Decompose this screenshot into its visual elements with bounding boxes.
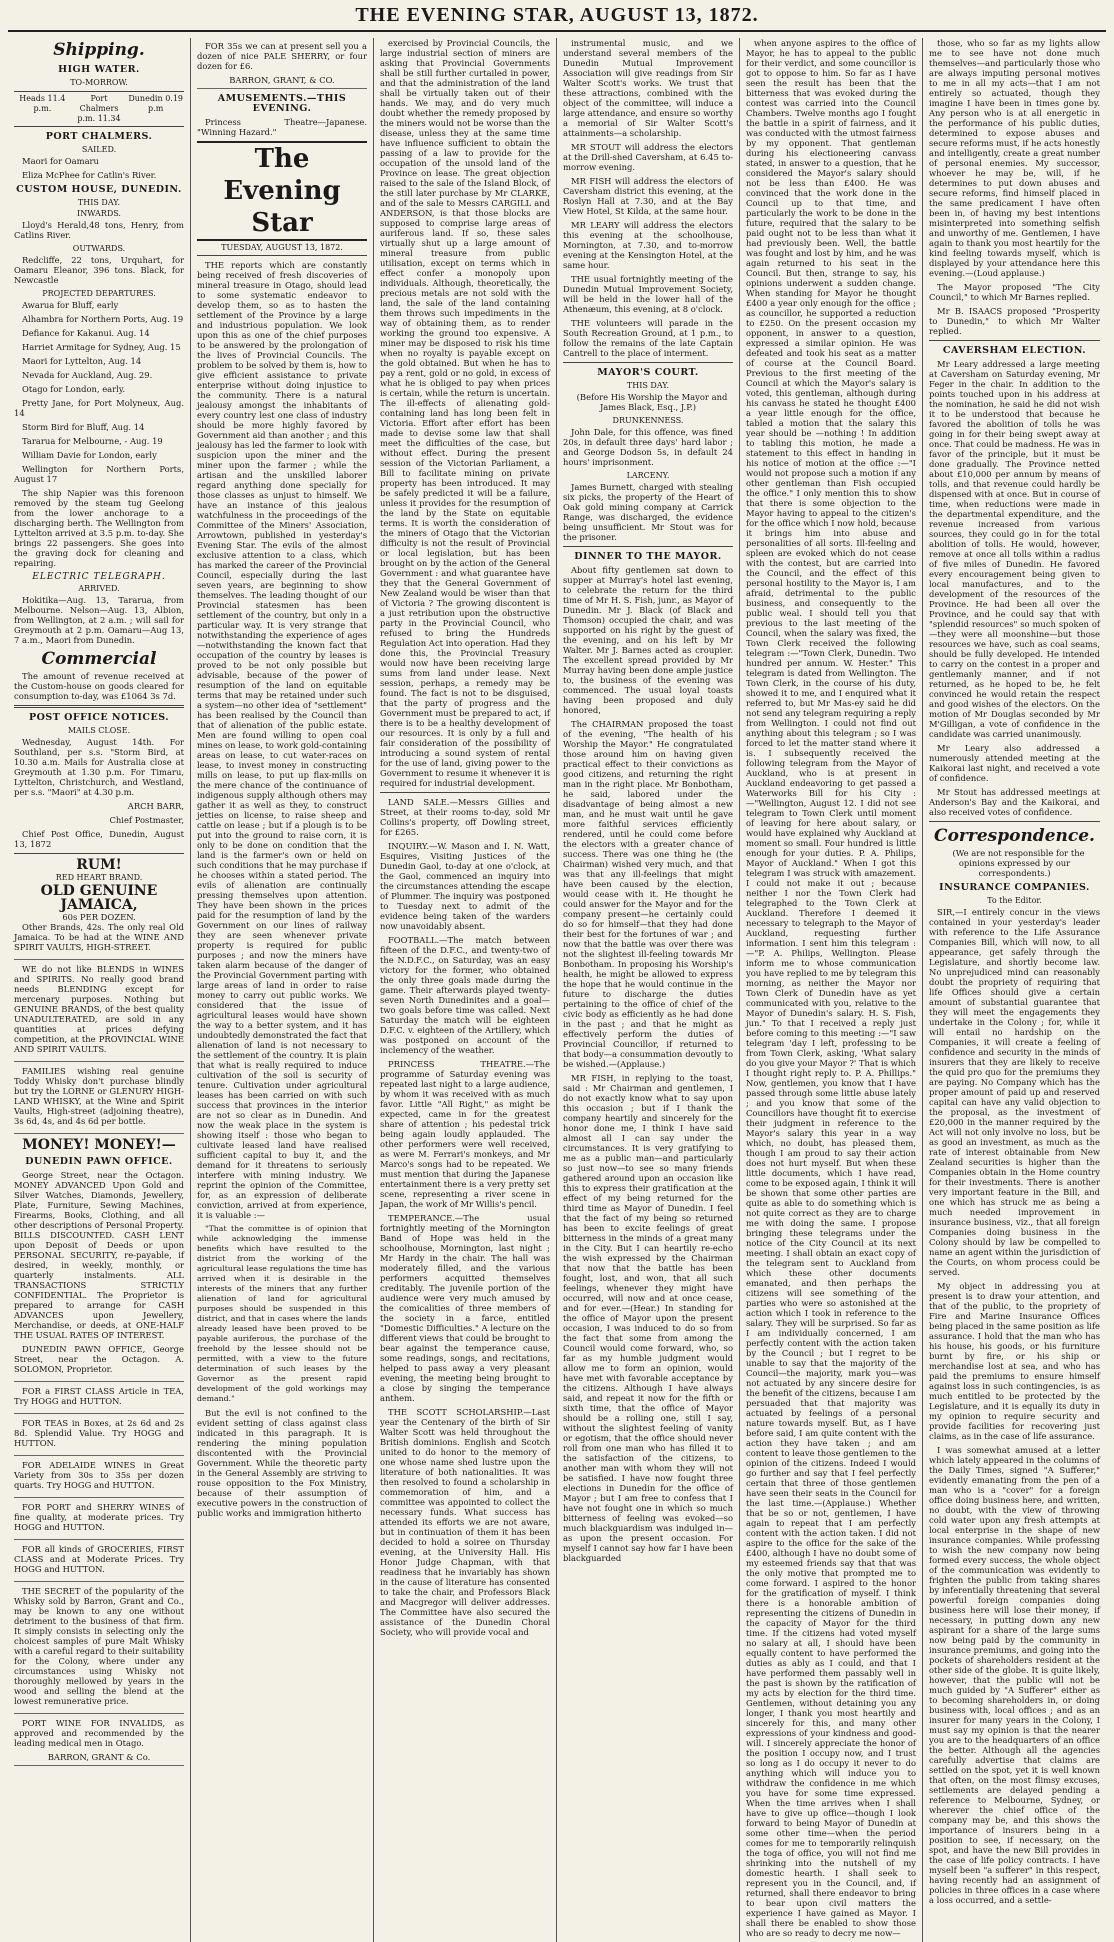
mails-close-label: MAILS CLOSE. (67, 726, 131, 735)
drunkenness-text: John Dale, for this offence, was fined 20s, in default three days' hard labor ; and George Dodson 5s, in default 24 hours' imprisonment. (563, 427, 733, 467)
postmaster-title: Chief Postmaster, (109, 815, 184, 825)
projected-item: Otago for London, early. (22, 384, 126, 394)
drunkenness-label: DRUNKENNESS. (612, 416, 684, 425)
port-wine-sign: BARRON, GRANT & Co. (47, 1752, 151, 1762)
electric-telegraph-heading: ELECTRIC TELEGRAPH. (32, 572, 166, 582)
dinner-paragraph: Mr B. ISAACS proposed "Prosperity to Dunedin," to which Mr Walter replied. (929, 306, 1100, 336)
court-before: (Before His Worship the Mayor and James Black, Esq., J.P.) (576, 392, 728, 412)
sherry-sign: BARRON, GRANT, & CO. (229, 75, 335, 85)
tomorrow-label: TO-MORROW. (70, 78, 128, 87)
column-4 (557, 38, 740, 1942)
tide-heads: Heads 11.4 p.m. (19, 94, 66, 113)
larceny-label: LARCENY. (626, 471, 670, 480)
projected-item: Alhambra for Northern Ports, Aug. 19 (22, 314, 184, 324)
caversham-heading: CAVERSHAM ELECTION. (942, 345, 1087, 356)
leader-paragraph: But the evil is not confined to the evident setting of class against class indicated in this paragraph. It is rendering the mining population discontented with the Provincial Government. While the theoretic party in the General Assembly are striving to rouse opposition to the Fox Ministry, because of their assumption of executive powers in the construction of public works and immigration hitherto (197, 1408, 367, 1518)
tea-ad-text: FOR ADELAIDE WINES in Great Variety from 30s to 35s per dozen quarts. Try HOGG and HUTTON. (14, 1460, 184, 1490)
divider (563, 546, 733, 547)
tea-ad-text: FOR a FIRST CLASS Article in TEA, Try HOGG and HUTTON. (14, 1386, 184, 1406)
post-office-heading: POST OFFICE NOTICES. (28, 712, 170, 723)
outwards-text: Redcliffe, 22 tons, Urquhart, for Oamaru Eleanor, 396 tons. Black, for Newcastle (14, 255, 184, 285)
tide-table (14, 91, 184, 127)
port-chalmers-heading: PORT CHALMERS. (45, 131, 153, 142)
arrived-label: ARRIVED. (78, 584, 120, 593)
column-5 (740, 38, 923, 1942)
napier-text: The ship Napier was this forenoon removed by the steam tug Geelong from the lower anchorage to a discharging berth. The Wellington from Lyttelton arrived at 3.5 p.m. to-day. She brings 22 passengers. She goes into the graving dock for cleaning and repairing. (14, 488, 184, 568)
secret-text: THE SECRET of the popularity of the Whisky sold by Barron, Grant and Co., may be known to any one without detriment to the business of that firm. It simply consists in selecting only the choicest samples of pure Malt Whisky with a careful regard to their suitability for the Colony, where under any circumstances using Whisky not thoroughly mellowed by years in the wood and selling the blend at the lowest remunerative price. (14, 1586, 184, 1706)
port-wine-text: PORT WINE FOR INVALIDS, as approved and recommended by the leading medical men in Otago. (14, 1718, 184, 1748)
article-paragraph: PRINCESS THEATRE.—The programme of Saturday evening was repeated last night to a large audience, by whom it was received with as much favor. Little "All Right," as might be expected, came in for the greatest share of attention ; his pedestal trick being again loudly applauded. The other performers were well received, as were M. Ferrari's monkeys, and Mr Marco's songs had to be repeated. We must mention that during the Japanese entertainment there is a very pretty set scene, representing a river scene in Japan, the work of Mr Willis's pencil. (380, 1059, 550, 1209)
arrived-text: Hokitika—Aug. 13, Tararua, from Melbourne. Nelson—Aug. 13, Albion, from Wellington, at 2 a.m. ; will sail for Greymouth at 2 p.m. Oamaru—Aug 13, 7 a.m., Maori from Dunedin. (14, 595, 184, 645)
article-paragraph: THE volunteers will parade in the South Recreation Ground, at 1 p.m., to follow the remains of the late Captain Cantrell to the place of interment. (563, 318, 733, 358)
inwards-label: INWARDS. (77, 209, 121, 218)
pawn-text: George Street, near the Octagon. MONEY ADVANCED Upon Gold and Silver Watches, Diamonds, Jewellery, Plate, Furniture, Sewing Machines, Firearms, Books, Clothing, and all other descriptions of Personal Property. BILLS DISCOUNTED. CASH LENT upon Deposit of Deeds or upon PERSONAL SECURITY, re-payable, if desired, in weekly, monthly, or quarterly instalments. ALL TRANSACTIONS STRICTLY CONFIDENTIAL. The Proprietor is prepared to arrange for CASH ADVANCES upon Jewellery, Merchandise, or deeds, at ONE-HALF THE USUAL RATES OF INTEREST. (14, 1170, 184, 1340)
tea-ad-text: FOR TEAS in Boxes, at 2s 6d and 2s 8d. Splendid Value. Try HOGG and HUTTON. (14, 1418, 184, 1448)
sailed-item: Maori for Oamaru (22, 156, 99, 166)
tea-ad (14, 1386, 184, 1414)
projected-item: Defiance for Kakanui. Aug. 14 (22, 328, 150, 338)
masthead-logo: The Evening Star (197, 141, 367, 241)
sailed-item: Eliza McPhee for Catlin's River. (22, 170, 157, 180)
article-paragraph: MR STOUT will address the electors at the Drill-shed Caversham, at 6.45 to-morrow evening. (563, 142, 733, 172)
projected-item: Nevada for Auckland, Aug. 29. (22, 370, 153, 380)
jamaica-text: Other Brands, 42s. The only real Old Jamaica. To be had at the WINE AND SPIRIT VAULTS, HIGH-STREET. (14, 922, 184, 952)
article-paragraph: TEMPERANCE.—The usual fortnightly meeting of the Mornington Band of Hope was held in the schoolhouse, Mornington, last night ; Mr Hardy in the chair. The hall was moderately filled, and the various performers acquitted themselves creditably. The juvenile portion of the audience were very much amused by the comicalities of three members of the society in a farce, entitled "Domestic Difficulties." A lecture on the different views that could be brought to bear against the temperance cause, some readings, songs, and recitations, helped to pass away a very pleasant evening, the meeting being brought to a close by singing the temperance anthem. (380, 1213, 550, 1403)
dinner-paragraph: when anyone aspires to the office of Mayor, he has to appeal to the public for their verdict, and some councillor is got to oppose to him. So far as I have seen the result has been that the bitterness that was evoked during the contest was carried into the Council Chambers. Twelve months ago I fought the battle in a spirit of fairness, and it was conducted with the utmost fairness by my opponent. That gentleman during his electioneering canvass stated, in answer to a question, that he considered the Mayor's salary should not be less than £400. He was convinced that the work done in the Council up to that time, and particularly the work to be done in the future, required that the salary to be paid ought not to be less than what it had previously been. Well, the battle was fought and lost by him, and he was again returned to his seat in the Council. But then, strange to say, his opinions underwent a sudden change. When standing for Mayor he thought £400 a year only enough for the office ; as councillor, he supported a reduction to £250. On the present occasion my opponent, in answer to a question, expressed a similar opinion. He was defeated and took his seat as a matter of course at the Council Board. Previous to the first meeting of the Council at which the Mayor's salary is voted, this gentleman, although during his canvass he stated he thought £400 a year little enough for the office, tabled a motion that the salary this year should be —nothing ! In addition to tabling this motion, he made a statement to this effect in handing in his notice of motion at the office :—"I would not propose such a motion if any other gentleman than Fish occupied the office." I only mention this to show that there is some objection to the Mayor having to appeal to the citizen's for the office which I now hold, because it brings him into abuse and personalities of all sorts. Ill-feeling and spleen are evoked which do not cease with the contest, but are carried into the Council, and the effect of this personal hostility to the Mayor is, I am afraid, detrimental to the public business, and consequently to the public weal. I should tell you that previous to the last meeting of the Council, when the salary was fixed, the Town Clerk received the following telegram :—"Town Clerk, Dunedin. Two hundred per annum. W. Hester." This telegram is dated from Wellington. The Town Clerk, in the course of his duty, showed it to me, and I enquired what it referred to, but Mr Mas-ey said he did not send any telegram requiring a reply from Wellington. I could not find out anything about this telegram ; so I was forced to let the matter stand where it is. I subsequently received the following telegram from the Mayor of Auckland, who is at present in Auckland endeavoring to get passed a Waterworks Bill for his City :—"Wellington, August 12. I did not see telegram to Town Clerk until moment of leaving for here about salary, or would have explained why Auckland at moment so small. Four hundred is little enough for your duties. P. A. Philips, Mayor of Auckland." When I got this telegram I was struck with amazement. I could not make it out ; because neither I nor the Town Clerk had telegraphed to the Town Clerk at Auckland. Therefore I deemed it necessary to telegraph to the Mayor of Auckland, requesting further information. I sent him this telegram :—"P. A. Philips, Wellington. Please inform me to whose communication you have replied to me by telegram this morning, as neither the Mayor nor Town Clerk of Dunedin have as yet communicated with you, relative to the Mayor of Dunedin's salary. H. S. Fish, jun." To that I received a reply just before coming to this meeting :—"I saw telegram 'day I left, professing to be from Town Clerk, asking, 'What salary do you give your Mayor ?' That is which I thought right reply to. P. A. Phillips." Now, gentlemen, you know that I have passed through some little abuse lately ; and you know that some of the Councillors have thought fit to exercise their judgment in reference to the Mayor's salary this year in a way which, no doubt, has pleased them, though I am proud to say their action does not hurt myself. But when these little documents, which I have read, come to be exposed again, I think it will be shown that some other parties are quite as able to do something which is not quite correct as they are to charge me with doing the same. I propose bringing these telegrams under the notice of the City Council at its next meeting. I shall obtain an exact copy of the telegram sent to Auckland from which these other documents emanated, and then perhaps the citizens will see something of the parties who were so astonished at the action which I took in reference to the salary. They will be surprised. So far as I am individually concerned, I am perfectly content with the action taken by the Council ; but I regret to be unable to say that the majority of the Council—the majority, mark you—was not actuated by any sincere desire for the benefit of the citizens, because I am persuaded that that majority was actuated by feelings of a personal nature towards myself. But, as I have before said, I am quite content with the action they have taken ; and am content to leave those gentlemen to the opinion of the citizens. Indeed I would go further and say that I feel perfectly certain that three of those gentlemen have seen their seats in the Council for the last time.—(Applause.) Whether that be so or not, gentlemen, I have again to repeat that I am perfectly content with the action taken. I did not aspire to the office for the sake of the £400, although I have no doubt some of my esteemed friends say that that was the only motive that prompted me to come forward. I aspired to the honor for the gratification of myself. I think there is a honorable ambition of representing the citizens of Dunedin in the capacity of Mayor for the third time. If the citizens had voted myself no salary at all, I should have been equally content to have performed the duties as ably as I could, and that I have performed them passably well in the past is shown by the ratification of my acts by election for the third time. Gentlemen, without detaining you any longer, I thank you most heartily and sincerely for this, and many other expressions of your kindness and good-will. I sincerely appreciate the honor of the position I occupy now, and I trust so long as I do occupy it never to do anything which will induce you to withdraw the confidence in me which you have for some time expressed. When the time arrives when I shall have to give up office—though I look forward to being Mayor of Dunedin at some other time—when the period comes for me to temporarily relinquish the toga of office, you will not find me shrinking into the nutshell of my domestic hearth. I shall seek to represent you in the Council, and, if returned, shall there endeavor to bring to bear upon civil matters the experience I have gained as Mayor. I shall there be enabled to show those who are so ready to decry me now— (746, 38, 916, 1938)
dinner-paragraph: The Mayor proposed "The City Council," to which Mr Barnes replied. (929, 282, 1100, 302)
caversham-paragraph: Mr Leary addressed a large meeting at Caversham on Saturday evening, Mr Feger in the chair. In addition to the points touched upon in his address at the nomination, he said he did not wish it to be understood that because he favored the abolition of tolls he was going in for their being swept away at once. That could be madness. He was in favor of the principle, but it must be done gradually. The Province netted about £10,000 per annum by means of tolls, and that revenue could hardly be dispensed with at once. But in course of time, when reductions were made in the departmental expenditure, and the revenue increased from various sources, they could go in for the total abolition of tolls. He would, however, remove at once all tolls within a radius of five miles of Dunedin. He favored every encouragement being given to local manufactures, and to the development of the resources of the Province. He had been all over the Province, and he could say that with "splendid resources" so much spoken of—they were all moonshine—but those resources we have, such as coal seams, should be fully developed. He intended to carry on the contest in a proper and gentlemanly manner, and if not returned, as he hoped to be, he felt convinced he would retain the respect and good wishes of the electors. On the motion of Mr Douglas seconded by Mr M'Gilligan, a vote of confidence in the candidate was carried unanimously. (929, 359, 1100, 739)
secret-ad (14, 1586, 184, 1714)
article-paragraph: LAND SALE.—Messrs Gillies and Street, at their rooms to-day, sold Mr Collins's property, off Dowling street, for £265. (380, 797, 550, 837)
article-paragraph: instrumental music, and we understand several members of the Dunedin Mutual Improvement Association will give readings from Sir Walter Scott's works. We trust that these attractions, combined with the object of the committee, will induce a large attendance, and ensure so worthy a memorial of Sir Walter Scott's attainments—a scholarship. (563, 38, 733, 138)
port-wine-ad (14, 1718, 184, 1766)
pawn-heading: DUNEDIN PAWN OFFICE. (25, 1156, 173, 1167)
post-office-sign: Chief Post Office, Dunedin, August 13, 1872 (14, 829, 184, 849)
blends-text: WE do not like BLENDS in WINES and SPIRITS. No really good brand needs BLENDING except for mercenary purposes. Nothing but GENUINE BRANDS, of the best quality UNADULTERATED, are sold in any quantities at prices defying competition, at the PROVINCIAL WINE AND SPIRIT VAULTS. (14, 964, 184, 1054)
leader-paragraph: THE reports which are constantly being received of fresh discoveries of mineral treasure in Otago, should lead to some systematic endeavor to develop them, so as to hasten the settlement of the Province by a large and industrious population. We look upon this as one of the chief purposes to be answered by the prolongation of the lives of Provincial Councils. The problem to be solved by them is, how to give efficient assistance to private enterprise without doing injustice to the community. There is a natural jealousy amongst the inhabitants of every country lest one class of industry should be more highly favored by Government aid than another ; and this jealousy has led the farmer to look with suspicion upon the miner and the miner upon the farmer ; while the artisan and the unskilled laborer regard anything done specially for those classes as unjust to himself. We have an instance of this jealous watchfulness in the proceedings of the Committee of the Miners' Association, Arrowtown, published in yesterday's Evening Star. The evils of the almost exclusive attention to a class, which has marked the career of the Provincial Council, especially during the last seven years, are beginning to show themselves. The leading thought of our Provincial statesmen has been settlement of the country, but only in a particular way. It is very strange that notwithstanding the experience of ages—notwithstanding the known fact that occupation of the country by leases is proved to be not only possible but advisable, because of the power of resumption of the land on equitable terms that may be retained under such a system—no other idea of "settlement" has been realised by the Council than that of alienation of the public estate. Men are found willing to open coal mines on lease, to work gold-containing areas on lease, to cut water-races on lease, to invest money in constructing mills on lease, to put up flax-mills on the mere chance of the continuance of indigenous supply although others may gather it as well as they, to construct jetties on license, to raise sheep and cattle on lease ; but if a plough is to be put into the ground to raise corn, it is only to be done on condition that the land is the farmer's own or held on such conditions that he may purchase if he chooses within a stated period. The evils of alienation are continually pressing themselves upon attention. They have been shown in the prices paid for the resumption of land by the Government on our lines of railway they are seen whenever private property is required for public purposes ; and now the miners have taken alarm because of the danger of the Provincial Government parting with large areas of land in order to raise money to carry out public works. We considered that the issue of agricultural leases would have shown the way to a better system, and it has undoubtedly demonstrated the fact that alienation of land is not necessary to the settlement of the country. It is plain that what is really required to induce cultivation of the soil is security of tenure. Cultivation under agricultural leases has been carried on with such success that provinces in the interior are not so clear as in Dunedin. And now the weak place in the system is showing itself : those who began to cultivate leased land have realised sufficient capital to buy it, and the demand for it threatens to seriously interfere with mining industry. We reprint the opinion of the Committee, for, as an expression of deliberate conviction, arrived at from experience, it is valuable :— (197, 260, 367, 1220)
rum-headline: RUM! (76, 857, 122, 873)
sherry-text: FOR 35s we can at present sell you a dozen of nice PALE SHERRY, or four dozen for £6. (197, 41, 367, 71)
projected-item: Maori for Lyttelton, Aug. 14 (22, 356, 142, 366)
tea-ad (14, 1460, 184, 1498)
tea-ad-text: FOR PORT and SHERRY WINES of fine quality, at moderate prices. Try HOGG and HUTTON. (14, 1502, 184, 1532)
projected-item: Harriet Armitage for Sydney, Aug. 15 (22, 342, 181, 352)
column-1 (8, 38, 191, 1942)
dinner-paragraph: those, who so far as my lights allow me to see have not done much themselves—and particularly those who are always imputing personal motives to me in all my acts—that I am not entirely so actuated, though they imagine I have been in times gone by. Any person who is at all energetic in the performance of his public duties, determined to expose abuses and secure reforms must, if he acts honestly and intelligently, create a great number of personal enemies. My successor, whoever he may be, will, if he determines to put down abuses and secure reforms, find himself placed in the same predicament I have often been in, of having my best intentions misinterpreted into something selfish and unworthy of me. Gentlemen, I have again to thank you most heartily for the kind feeling towards myself, which is displayed by your attendance here this evening.—(Loud applause.) (929, 38, 1100, 278)
letter-paragraph: My object in addressing you at present is to draw your attention, and that of the public, to the propriety of Fire and Marine Insurance Offices being placed in the same position as life assurance. I hold that the man who has his house, his goods, or his furniture burnt by fire, or his ship or merchandise lost at sea, and who has paid the premiums to ensure himself against loss in such contingencies, is as much entitled to be protected by the Legislature, and it is equally its duty in my opinion to require security and provide facilities for recovering just claims, as in the case of life assurance. (929, 1281, 1100, 1441)
commercial-heading: Commercial (41, 649, 157, 669)
columns (8, 38, 1106, 1938)
blends-ad (14, 964, 184, 1062)
dinner-paragraph: MR FISH, in replying to the toast, said : Mr Chairman and gentlemen, I do not exactly know what to say upon this occasion ; but if I thank the company heartily and sincerely for the honor done me, I think I have said almost all I can say under the circumstances. It is very gratifying to me as a public man—and particularly so just now—to see so many friends gathered around upon an occasion like this to express their gratification at the effect of my being returned for the third time as Mayor of Dunedin. I feel that the fact of my being so returned has been to excite feelings of great bitterness in the minds of a great many in the City. But I can heartily re-echo the wish expressed by the Chairman that now that the battle has been fought, lost, and won, that all such feelings, whenever they might have occurred, will now and at once cease, and for ever.—(Hear.) In standing for the office of Mayor upon the present occasion, I was induced to do so from the fact that some from among the Council would come forward, who, so far as my humble judgment would allow me to form an opinion, would have met with favorable acceptance by the citizens. Although I have always said, and repeat it now for the fifth or sixth time, that the office of Mayor should be a rolling one, still I say, without the slightest feeling of vanity or egotism, that the office should never roll from one man who has filled it to the satisfaction of the citizens, to another man with whom they will not be satisfied. I have now fought three elections in Dunedin for the office of Mayor ; but I am free to confess that I have not fought one in which so much bitterness of feeling was evoked—so much blackguardism was indulged in—as upon the present occasion. For myself I cannot say how far I have been blackguarded (563, 1073, 733, 1563)
divider (380, 792, 550, 793)
families-text: FAMILIES wishing real genuine Toddy Whisky don't purchase blindly but try the LORNE or GLENURY HIGH-LAND WHISKY, at the Wine and Spirit Vaults, High-street (adjoining theatre), 3s 6d, 4s, and 4s 6d per bottle. (14, 1066, 184, 1126)
families-ad (14, 1066, 184, 1134)
divider (929, 821, 1100, 822)
page-title: THE EVENING STAR, AUGUST 13, 1872. (355, 3, 759, 26)
this-day-label: THIS DAY. (626, 381, 670, 390)
article-paragraph: MR FISH will address the electors of Caversham district this evening, at the Roslyn Hall at 7.30, and at the Bay View Hotel, St Kilda, at the same hour. (563, 176, 733, 216)
sherry-ad (197, 41, 367, 89)
projected-label: PROJECTED DEPARTURES. (42, 289, 156, 298)
tide-dunedin: Dunedin 0.19 p.m (128, 94, 183, 113)
divider (14, 705, 184, 708)
caversham-paragraph: Mr Stout has addressed meetings at Anderson's Bay and the Kaikorai, and also received votes of confidence. (929, 787, 1100, 817)
article-paragraph: MR LEARY will address the electors this evening at the schoolhouse, Mornington, at 7.30, and to-morrow evening at the Kensington Hotel, at the same hour. (563, 220, 733, 270)
postmaster-name: ARCH BARR, (127, 801, 184, 811)
article-paragraph: THE SCOTT SCHOLARSHIP.—Last year the Centenary of the birth of Sir Walter Scott was held throughout the British dominions. English and Scotch united to do honor to the memory of one whose name shed lustre upon the literature of both nationalities. It was then resolved to found a scholarship in commemoration of him, and a committee was appointed to collect the necessary funds. What success has attended its efforts we are not aware, but in continuation of them it has been decided to hold a soiree on Thursday evening, at the University Hall. His Honor Judge Chapman, with that readiness that he invariably has shown in the cause of literature has consented to take the chair, and Professors Black and Macgregor will deliver addresses. The Committee have also secured the assistance of the Dunedin Choral Society, who will provide vocal and (380, 1407, 550, 1637)
sailed-label: SAILED. (81, 145, 117, 154)
rum-ad (14, 858, 184, 960)
article-paragraph: THE usual fortnightly meeting of the Dunedin Mutual Improvement Society, will be held in the lower hall of the Athenæum, this evening, at 8 o'clock. (563, 274, 733, 314)
jamaica-price: 60s PER DOZEN. (62, 912, 136, 922)
tea-ad (14, 1418, 184, 1456)
dateline: TUESDAY, AUGUST 13, 1872. (197, 243, 367, 256)
caversham-paragraph: Mr Leary also addressed a numerously attended meeting at the Kaikorai last night, and received a vote of confidence. (929, 743, 1100, 783)
outwards-label: OUTWARDS. (72, 244, 126, 253)
tea-ad (14, 1502, 184, 1540)
pawn-ad (14, 1138, 184, 1382)
dinner-paragraph: About fifty gentlemen sat down to supper at Murray's hotel last evening, to celebrate the return for the third time of Mr H. S. Fish, junr., as Mayor of Dunedin. Mr J. Black (of Black and Thomson) occupied the chair, and was supported on his right by the guest of the evening, and on his left by Mr Walter. Mr J. Barnes acted as croupier. The excellent spread provided by Mr Murray having been done ample justice to, the business of the evening was commenced. The usual loyal toasts having been proposed and duly honored, (563, 565, 733, 715)
to-editor-label: To the Editor. (987, 896, 1042, 905)
high-water-heading: HIGH WATER. (58, 64, 140, 75)
article-paragraph: exercised by Provincial Councils, the large industrial section of miners are asking that Provincial Governments shall be still further curtailed in power, and that the administration of the land shall be virtually taken out of their hands. We may, and do very much doubt whether the remedy proposed by the miners would not be worse than the disease, unless they at the same time have influence sufficient to obtain the passing of a law to provide for the occupation of the unsold land of the Province on lease. The great objection raised to the sale of the Island Block, of the still later purchase by Mr CLARKE, and of the sale to Messrs CARGILL and ANDERSON, is that those blocks are supposed to comprise large areas of auriferous land. If so, these sales virtually shut up a large amount of mineral treasure from public utilisation, except on terms which in effect confer a monopoly upon individuals. Although, theoretically, the precious metals are not sold with the land, the sale of the land containing them throws such impediments in the way of obtaining them, as to render working the ground too expensive. A miner may be disposed to risk his time when no royalty is payable except on the gold obtained. But when he has to pay a rent, gold or no gold, in excess of what he is obliged to pay when prices is certain, while the return is uncertain. The ill-effects of alienating gold-containing land has long been felt in Victoria. Effort after effort has been made to devise some law that shall meet the difficulties of the case, but without effect. During the present session of the Victorian Parliament, a Bill to facilitate mining on private property has been introduced. It may be safely predicted it will be a failure, unless it provides for the resumption of the land by the State on equitable terms. It is worth the consideration of the miners of Otago that the Victorian difficulty is not the result of Provincial or local legislation, but has been brought on by the action of the General Government : and what guarantee have they that the General Government of New Zealand would be wiser than that of Victoria ? The growing discontent is a just retribution upon the obstructive party in the Provincial Council, who refused to bring the Hundreds Regulation Act into operation. Had they done this, the Provincial Treasury would now have been receiving large sums from land under lease. Next session, perhaps, a remedy may be found. The fact is not to be disguised, that the party of progress and the Government must be prepared to act, if there is to be a healthy development of our resources. It is only by a full and fair consideration of the possibility of introducing a sound system of rental for the use of land, giving power to the Government to resume it whenever it is required for industrial development. (380, 38, 550, 788)
commercial-text: The amount of revenue received at the Custom-house on goods cleared for consumption to-day, was £1064 3s 7d. (14, 671, 184, 701)
column-6 (923, 38, 1106, 1942)
dinner-paragraph: The CHAIRMAN proposed the toast of the evening, "The health of his Worship the Mayor." He congratulated those around him on having given practical effect to their convictions as good citizens, and returning the right man in the right place. Mr Bonbotham, he said, labored under the disadvantage of being almost a new man, and he must wait until he gave more faithful services efficiently rendered, until he could come before the electors with a greater chance of success. There was one thing he (the Chairman) wished very much, and that was that any ill-feelings that might have been caused by the election, would cease with it. He thought he could answer for the Mayor and for the company present—he certainly could do so for himself—that they had done their best for the fortunes of war ; and now that the battle was over there was not the slightest ill-feeling towards Mr Bonbotham. In proposing his Worship's health, he might be allowed to express the hope that he would continue in the future to discharge the duties pertaining to the office of chief of the civic body as efficiently as he had done in the past ; and that he might as effectively perform the duties of Provincial Councillor, if returned to that body—a consummation devoutly to be wished.—(Applause.) (563, 719, 733, 1069)
letter-paragraph: I was somewhat amused at a letter which lately appeared in the columns of the Daily Times, signed "A Sufferer," evidently emanating from the pen of a man who is a "cover" for a foreign office doing business here, and written, no doubt, with the view of throwing cold water upon any fresh attempts at local enterprise in the shape of new insurance companies. While professing to wish the new company now being formed every success, the whole object of the communication was evidently to frighten the public from taking shares by inferentially threatening that several powerful foreign companies doing business here will lose their money, if necessary, in putting down any new aspirant for a share of the large sums now being paid by the community in insurance premiums, and going into the pockets of shareholders resident at the other side of the globe. It is quite likely, however, that the public will not be much guided by "A Sufferer" either as to becoming shareholders in, or doing business with, local offices ; and as an insurer for many years in the Colony, I must say my opinion is that the nearer you are to the headquarters of an office the better. Although all the agencies carefully advertise that claims are settled on the spot, yet it is well known that often, on the most flimsy excuses, settlements are delayed pending a reference to Melbourne, Sydney, or wherever the chief office of the company may be, and this shows the importance of insurers being in a position to see, if necessary, on the spot, and have the new Bill provides in the case of life policy contracts. I have myself been "a sufferer" in this respect, having recently had an assignment of policies in three offices in a case where a loss occurred, and a settle- (929, 1445, 1100, 1905)
amusements-text: Princess Theatre—Japanese. "Winning Hazard." (197, 117, 367, 137)
jamaica-headline: OLD GENUINE JAMAICA, (40, 883, 158, 913)
article-paragraph: INQUIRY.—W. Mason and I. N. Watt, Esquires, Visiting Justices of the Dunedin Gaol, to-day at one o'clock, at the Gaol, commenced an inquiry into the circumstances attending the escape of Plummer. The inquiry was postponed to Tuesday next to admit of the evidence being taken of the warders now unavoidably absent. (380, 841, 550, 931)
mails-text: Wednesday, August 14th. For Southland, per s.s. "Storm Bird, at 10.30 a.m. Mails for Australia close at Greymouth at 1.30 p.m. For Timaru, Lyttelton, Christchurch, and Westland, per s.s. "Maori" at 4.30 p.m. (14, 737, 184, 797)
letter-paragraph: SIR,—I entirely concur in the views contained in your yesterday's leader with reference to the Life Assurance Companies Bill, which will now, to all appearance, get safely through the Legislature, and shortly become law. No unprejudiced mind can reasonably doubt the propriety of requiring that life Offices should give a certain amount of substantial guarantee that they will meet the engagements they undertake in the Colony ; for, while it will entail no hardship on the Companies, it will create a feeling of confidence and security in the minds of insurers that they are likely to receive the quid pro quo for the premiums they are paying. No Company which has the proper amount of paid up and reserved capital can have any valid objection to the proposal, as the investment of £20,000 in the manner required by the Act will not only involve no loss, but be as good an investment, as much as the rate of interest obtainable from New Zealand securities is higher than the Companies obtain in the Home country for their investments. There is another very important feature in the Bill, and one which has struck me as being a much needed improvement in insurance business, viz., that all foreign Companies doing business in the Colony should by law be compelled to name an agent within the jurisdiction of the Courts, on whom process could be served. (929, 907, 1100, 1277)
rum-brand: RED HEART BRAND. (55, 873, 143, 882)
this-day-label: THIS DAY. (77, 198, 121, 207)
projected-item: Pretty Jane, for Port Molyneux, Aug. 14 (14, 398, 184, 418)
money-headline: MONEY! MONEY!— (22, 1137, 176, 1153)
correspondence-heading: Correspondence. (934, 826, 1095, 846)
tide-port-chalmers: Port Chalmers p.m. 11.34 (77, 94, 121, 123)
tea-ad (14, 1544, 184, 1582)
projected-item: Storm Bird for Bluff, Aug. 14 (22, 422, 145, 432)
tea-ad-text: FOR all kinds of GROCERIES, FIRST CLASS and at Moderate Prices. Try HOGG and HUTTON. (14, 1544, 184, 1574)
mayors-court-heading: MAYOR'S COURT. (597, 367, 699, 378)
shipping-heading: Shipping. (53, 40, 145, 60)
projected-item: Wellington for Northern Ports, August 17 (14, 464, 184, 484)
amusements-heading: AMUSEMENTS.—THIS EVENING. (217, 93, 347, 114)
committee-quote: "That the committee is of opinion that while acknowledging the immense benefits which have resulted to the district from the working of the agricultural lease regulations the time has arrived when it is desirable in the interests of the miners that any further alienation of land for agricultural purposes should be suspended in this district, and that in cases where the lands already leased have been proved to be payable auriferous, the purchase of the freehold by the lessee should not be permitted, with a view to the future determination of such leases by the Governor as the present rapid development of the gold workings may demand." (197, 1224, 367, 1403)
insurance-heading: INSURANCE COMPANIES. (939, 882, 1090, 893)
projected-item: Awarua for Bluff, early (22, 300, 119, 310)
correspondence-note: (We are not responsible for the opinions expressed by our correspondents.) (952, 848, 1085, 878)
article-paragraph: FOOTBALL.—The match between fifteen of the D.F.C., and twenty-two of the N.D.F.C., on Saturday, was an easy victory for the former, who obtained the only three goals made during the game. Their afterwards played twenty-seven North Dunedinites and a goal—two goals before time was called. Next Saturday the match will be eighteen D.F.C. v. eighteen of the Artillery, which was postponed on account of the inclemency of the weather. (380, 935, 550, 1055)
divider (929, 340, 1100, 341)
divider (563, 362, 733, 363)
column-2 (191, 38, 374, 1942)
column-3 (374, 38, 557, 1942)
projected-item: William Davie for London, early (22, 450, 157, 460)
inwards-text: Lloyd's Herald,48 tons, Henry, from Catlins River. (14, 220, 184, 240)
divider (14, 853, 184, 854)
pawn-sign: DUNEDIN PAWN OFFICE, George Street, near the Octagon. A. SOLOMON, Proprietor. (14, 1344, 184, 1374)
custom-house-heading: CUSTOM HOUSE, DUNEDIN. (16, 184, 182, 195)
projected-item: Tararua for Melbourne, - Aug. 19 (22, 436, 163, 446)
dinner-heading: DINNER TO THE MAYOR. (574, 551, 722, 562)
page-header (8, 0, 1106, 32)
larceny-text: James Burnett, charged with stealing six picks, the property of the Heart of Oak gold mining company at Carrick Range, was discharged, the evidence being unsufficient. Mr Stout was for the prisoner. (563, 482, 733, 542)
